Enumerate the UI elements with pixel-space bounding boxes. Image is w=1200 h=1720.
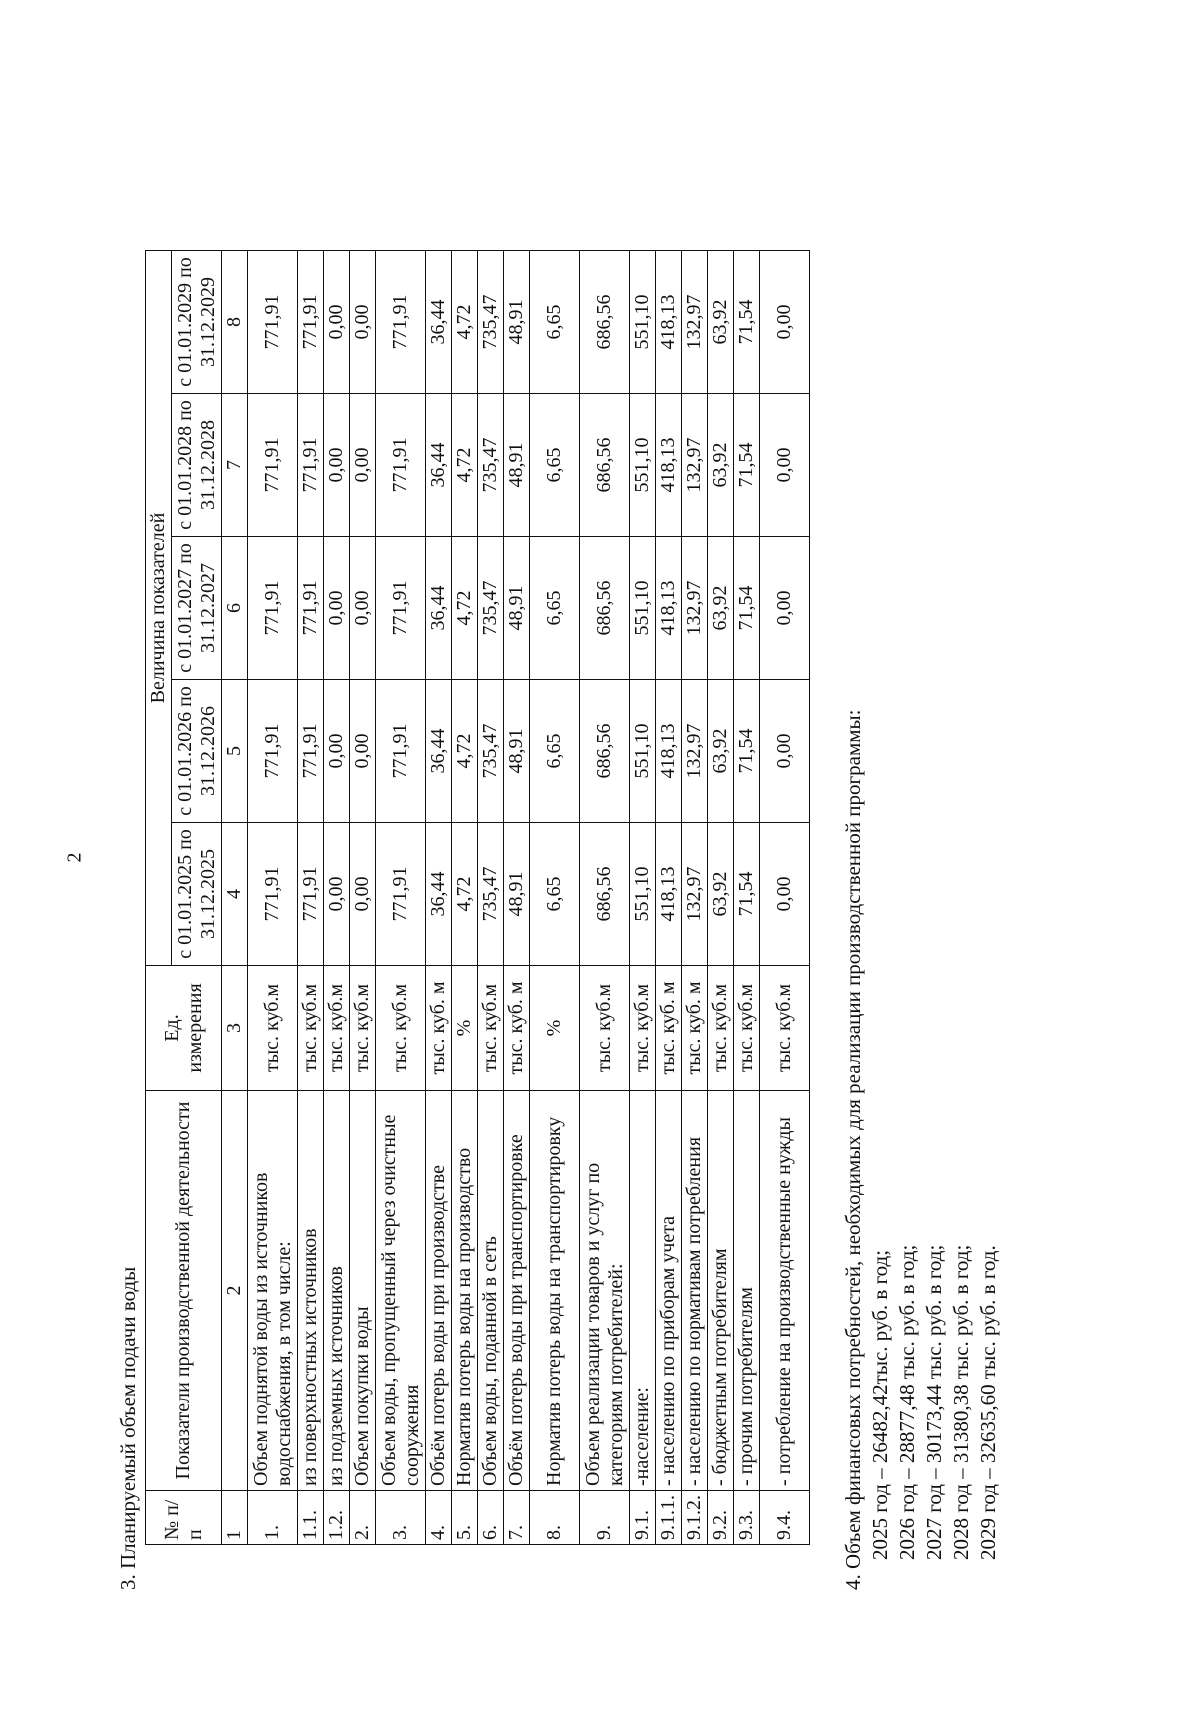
- value-cell: 4,72: [452, 537, 478, 680]
- value-cell: 771,91: [298, 680, 324, 823]
- value-cell: 551,10: [630, 394, 656, 537]
- value-cell: 36,44: [426, 823, 452, 966]
- value-cell: 771,91: [248, 251, 298, 394]
- value-cell: 771,91: [298, 251, 324, 394]
- row-number: 2.: [350, 1491, 376, 1545]
- value-cell: 0,00: [760, 537, 810, 680]
- table-row: [248, 251, 298, 1545]
- finance-line: 2027 год – 30173,44 тыс. руб. в год;: [922, 1244, 946, 1560]
- table-row: [350, 251, 376, 1545]
- value-cell: 132,97: [682, 680, 708, 823]
- value-cell: 0,00: [350, 251, 376, 394]
- value-cell: 4,72: [452, 823, 478, 966]
- indicator-name: - бюджетным потребителям: [708, 1091, 734, 1491]
- value-cell: 735,47: [478, 251, 504, 394]
- column-number: 6: [222, 537, 248, 680]
- section-title: 3. Планируемый объем подачи воды: [116, 1266, 140, 1590]
- value-cell: 132,97: [682, 394, 708, 537]
- table-row: [324, 251, 350, 1545]
- finance-title: 4. Объем финансовых потребностей, необходимых для реализации производственной программы:: [841, 709, 865, 1590]
- finance-section: [840, 710, 1002, 1590]
- value-cell: 6,65: [530, 251, 580, 394]
- unit-cell: тыс. куб. м: [656, 966, 682, 1091]
- unit-cell: тыс. куб. м: [426, 966, 452, 1091]
- value-cell: 71,54: [734, 251, 760, 394]
- value-cell: 771,91: [376, 251, 426, 394]
- indicator-name: из поверхностных источников: [298, 1091, 324, 1491]
- value-cell: 48,91: [504, 823, 530, 966]
- indicator-name: Норматив потерь воды на производство: [452, 1091, 478, 1491]
- header-period: с 01.01.2028 по 31.12.2028: [172, 394, 222, 537]
- value-cell: 6,65: [530, 537, 580, 680]
- value-cell: 771,91: [376, 823, 426, 966]
- column-number: 4: [222, 823, 248, 966]
- value-cell: 0,00: [350, 394, 376, 537]
- indicator-name: Объем поднятой воды из источников водоснабжения, в том числе:: [248, 1091, 298, 1491]
- unit-cell: тыс. куб. м: [682, 966, 708, 1091]
- value-cell: 771,91: [248, 680, 298, 823]
- value-cell: 0,00: [760, 251, 810, 394]
- table-row: [580, 251, 630, 1545]
- unit-cell: тыс. куб.м: [350, 966, 376, 1091]
- header-values-group: Величина показателей: [146, 251, 172, 966]
- column-number: 7: [222, 394, 248, 537]
- indicator-name: Объем покупки воды: [350, 1091, 376, 1491]
- value-cell: 36,44: [426, 394, 452, 537]
- value-cell: 63,92: [708, 680, 734, 823]
- value-cell: 0,00: [324, 537, 350, 680]
- value-cell: 551,10: [630, 680, 656, 823]
- row-number: 9.1.2.: [682, 1491, 708, 1545]
- value-cell: 771,91: [376, 680, 426, 823]
- value-cell: 6,65: [530, 394, 580, 537]
- value-cell: 686,56: [580, 394, 630, 537]
- column-number: 1: [222, 1491, 248, 1545]
- value-cell: 63,92: [708, 537, 734, 680]
- value-cell: 0,00: [760, 394, 810, 537]
- value-cell: 0,00: [760, 823, 810, 966]
- unit-cell: тыс. куб.м: [580, 966, 630, 1091]
- value-cell: 6,65: [530, 680, 580, 823]
- column-number: 3: [222, 966, 248, 1091]
- row-number: 9.2.: [708, 1491, 734, 1545]
- unit-cell: тыс. куб.м: [760, 966, 810, 1091]
- unit-cell: тыс. куб.м: [298, 966, 324, 1091]
- value-cell: 4,72: [452, 394, 478, 537]
- row-number: 5.: [452, 1491, 478, 1545]
- indicator-name: из подземных источников: [324, 1091, 350, 1491]
- unit-cell: тыс. куб.м: [324, 966, 350, 1091]
- unit-cell: тыс. куб.м: [376, 966, 426, 1091]
- value-cell: 551,10: [630, 823, 656, 966]
- header-period: с 01.01.2025 по 31.12.2025: [172, 823, 222, 966]
- value-cell: 771,91: [248, 394, 298, 537]
- table-row: [760, 251, 810, 1545]
- value-cell: 71,54: [734, 823, 760, 966]
- unit-cell: тыс. куб.м: [478, 966, 504, 1091]
- value-cell: 771,91: [298, 823, 324, 966]
- value-cell: 71,54: [734, 680, 760, 823]
- finance-line: 2029 год – 32635,60 тыс. руб. в год.: [976, 1245, 1000, 1560]
- finance-line: 2025 год – 26482,42тыс. руб. в год;: [868, 1249, 892, 1560]
- row-number: 9.3.: [734, 1491, 760, 1545]
- value-cell: 48,91: [504, 251, 530, 394]
- value-cell: 0,00: [324, 823, 350, 966]
- indicator-name: Объем реализации товаров и услуг по категориям потребителей:: [580, 1091, 630, 1491]
- value-cell: 418,13: [656, 823, 682, 966]
- value-cell: 551,10: [630, 537, 656, 680]
- unit-cell: %: [452, 966, 478, 1091]
- table-row: [630, 251, 656, 1545]
- header-indicator: Показатели производственной деятельности: [146, 1091, 222, 1491]
- value-cell: 735,47: [478, 680, 504, 823]
- value-cell: 0,00: [324, 251, 350, 394]
- value-cell: 132,97: [682, 537, 708, 680]
- value-cell: 771,91: [298, 537, 324, 680]
- value-cell: 4,72: [452, 251, 478, 394]
- unit-cell: тыс. куб. м: [504, 966, 530, 1091]
- table-row: [734, 251, 760, 1545]
- value-cell: 71,54: [734, 394, 760, 537]
- value-cell: 418,13: [656, 537, 682, 680]
- value-cell: 771,91: [376, 394, 426, 537]
- value-cell: 0,00: [350, 823, 376, 966]
- table-row: [376, 251, 426, 1545]
- column-number: 5: [222, 680, 248, 823]
- page-number: 2: [63, 852, 86, 863]
- row-number: 7.: [504, 1491, 530, 1545]
- value-cell: 735,47: [478, 394, 504, 537]
- value-cell: 36,44: [426, 680, 452, 823]
- value-cell: 0,00: [760, 680, 810, 823]
- indicator-name: Объём потерь воды при транспортировке: [504, 1091, 530, 1491]
- indicator-name: Объём потерь воды при производстве: [426, 1091, 452, 1491]
- value-cell: 735,47: [478, 537, 504, 680]
- value-cell: 418,13: [656, 251, 682, 394]
- value-cell: 71,54: [734, 537, 760, 680]
- value-cell: 686,56: [580, 680, 630, 823]
- finance-line: 2026 год – 28877,48 тыс. руб. в год;: [895, 1244, 919, 1560]
- value-cell: 48,91: [504, 537, 530, 680]
- row-number: 9.: [580, 1491, 630, 1545]
- header-period: с 01.01.2026 по 31.12.2026: [172, 680, 222, 823]
- column-number: 8: [222, 251, 248, 394]
- value-cell: 0,00: [350, 537, 376, 680]
- row-number: 9.4.: [760, 1491, 810, 1545]
- value-cell: 771,91: [248, 537, 298, 680]
- indicator-name: -население:: [630, 1091, 656, 1491]
- value-cell: 418,13: [656, 394, 682, 537]
- value-cell: 132,97: [682, 251, 708, 394]
- row-number: 9.1.1.: [656, 1491, 682, 1545]
- value-cell: 418,13: [656, 680, 682, 823]
- value-cell: 686,56: [580, 251, 630, 394]
- unit-cell: тыс. куб.м: [734, 966, 760, 1091]
- table-row: [426, 251, 452, 1545]
- table-row: [478, 251, 504, 1545]
- rotated-page-content: [115, 110, 1175, 1590]
- value-cell: 63,92: [708, 394, 734, 537]
- indicator-name: - населению по нормативам потребления: [682, 1091, 708, 1491]
- header-num: № п/п: [146, 1491, 222, 1545]
- header-unit: Ед. измерения: [146, 966, 222, 1091]
- unit-cell: тыс. куб.м: [708, 966, 734, 1091]
- table-row: [530, 251, 580, 1545]
- table-row: [708, 251, 734, 1545]
- unit-cell: %: [530, 966, 580, 1091]
- value-cell: 36,44: [426, 251, 452, 394]
- value-cell: 551,10: [630, 251, 656, 394]
- value-cell: 132,97: [682, 823, 708, 966]
- value-cell: 63,92: [708, 251, 734, 394]
- table-row: [682, 251, 708, 1545]
- table-row: [656, 251, 682, 1545]
- row-number: 3.: [376, 1491, 426, 1545]
- indicator-name: Объем воды, поданной в сеть: [478, 1091, 504, 1491]
- value-cell: 771,91: [376, 537, 426, 680]
- value-cell: 735,47: [478, 823, 504, 966]
- header-period: с 01.01.2027 по 31.12.2027: [172, 537, 222, 680]
- value-cell: 63,92: [708, 823, 734, 966]
- value-cell: 48,91: [504, 680, 530, 823]
- table-body: [248, 251, 810, 1545]
- table-row: [452, 251, 478, 1545]
- value-cell: 686,56: [580, 537, 630, 680]
- value-cell: 771,91: [298, 394, 324, 537]
- header-period: с 01.01.2029 по 31.12.2029: [172, 251, 222, 394]
- column-number: 2: [222, 1091, 248, 1491]
- row-number: 8.: [530, 1491, 580, 1545]
- value-cell: 4,72: [452, 680, 478, 823]
- finance-line: 2028 год – 31380,38 тыс. руб. в год;: [949, 1244, 973, 1560]
- table-row: [504, 251, 530, 1545]
- indicator-name: - населению по приборам учета: [656, 1091, 682, 1491]
- indicator-name: - потребление на производственные нужды: [760, 1091, 810, 1491]
- indicator-name: Норматив потерь воды на транспортировку: [530, 1091, 580, 1491]
- unit-cell: тыс. куб.м: [630, 966, 656, 1091]
- value-cell: 771,91: [248, 823, 298, 966]
- row-number: 1.2.: [324, 1491, 350, 1545]
- value-cell: 0,00: [324, 680, 350, 823]
- indicator-name: Объем воды, пропущенный через очистные сооружения: [376, 1091, 426, 1491]
- value-cell: 0,00: [350, 680, 376, 823]
- indicator-name: - прочим потребителям: [734, 1091, 760, 1491]
- value-cell: 6,65: [530, 823, 580, 966]
- unit-cell: тыс. куб.м: [248, 966, 298, 1091]
- water-supply-table: [145, 250, 810, 1545]
- table-row: [298, 251, 324, 1545]
- row-number: 1.: [248, 1491, 298, 1545]
- row-number: 1.1.: [298, 1491, 324, 1545]
- row-number: 9.1.: [630, 1491, 656, 1545]
- value-cell: 0,00: [324, 394, 350, 537]
- row-number: 4.: [426, 1491, 452, 1545]
- value-cell: 686,56: [580, 823, 630, 966]
- value-cell: 48,91: [504, 394, 530, 537]
- row-number: 6.: [478, 1491, 504, 1545]
- value-cell: 36,44: [426, 537, 452, 680]
